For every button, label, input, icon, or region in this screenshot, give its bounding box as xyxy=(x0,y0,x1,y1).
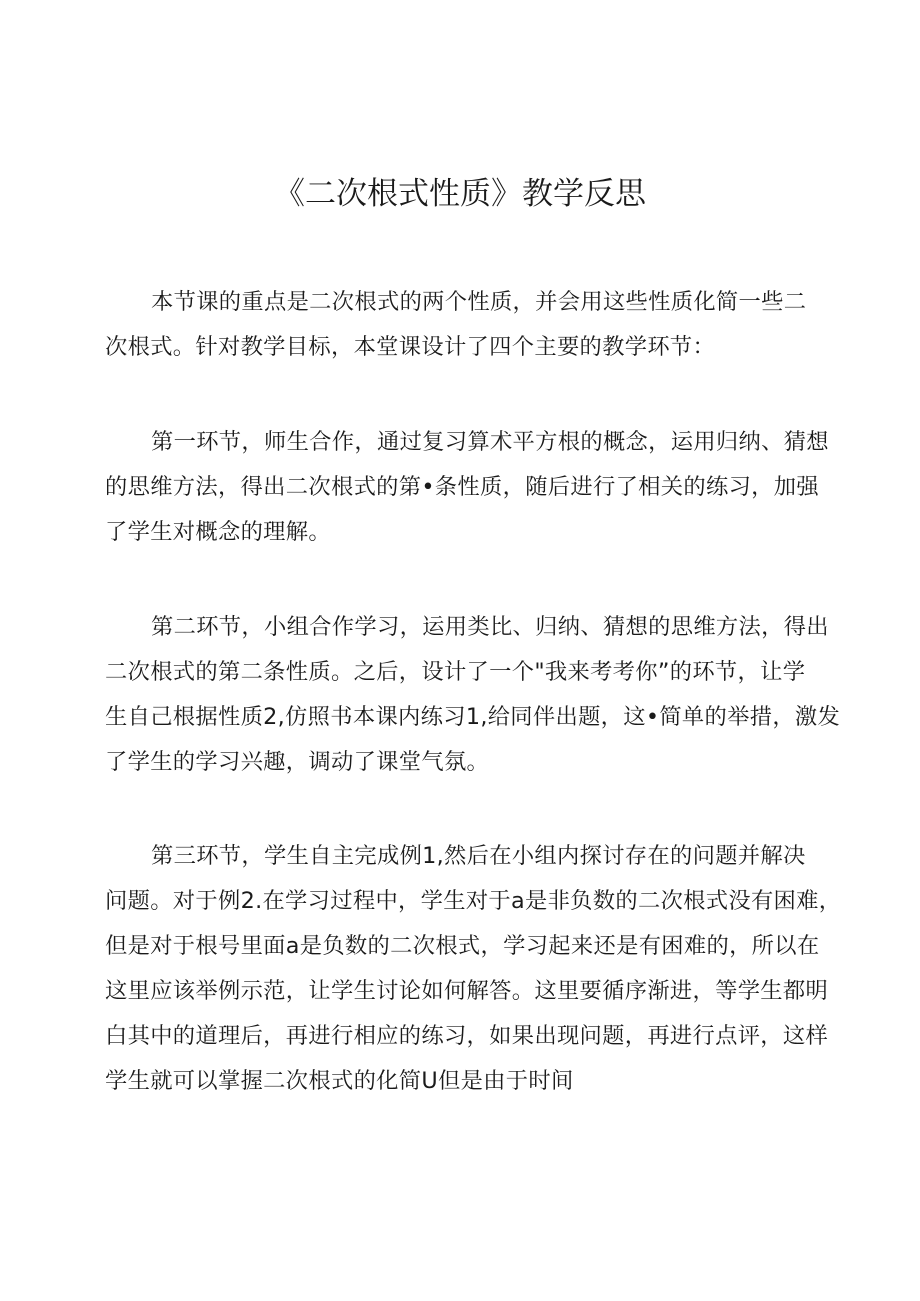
text-line: 问题。对于例2.在学习过程中，学生对于a是非负数的二次根式没有困难， xyxy=(105,888,842,914)
document-title: 《二次根式性质》教学反思 xyxy=(274,176,646,212)
text-line: 学生就可以掌握二次根式的化简U但是由于时间 xyxy=(105,1068,574,1094)
text-line: 但是对于根号里面a是负数的二次根式，学习起来还是有困难的，所以在 xyxy=(105,933,820,959)
text-line: 生自己根据性质2,仿照书本课内练习1,给同伴出题，这•简单的举措，激发 xyxy=(105,704,841,730)
text-line: 这里应该举例示范，让学生讨论如何解答。这里要循序渐进，等学生都明 xyxy=(105,978,829,1004)
text-line: 第三环节，学生自主完成例1,然后在小组内探讨存在的问题并解决 xyxy=(151,843,806,869)
text-line: 本节课的重点是二次根式的两个性质，并会用这些性质化简一些二 xyxy=(151,289,807,315)
text-line: 的思维方法，得出二次根式的第•条性质，随后进行了相关的练习，加强 xyxy=(105,474,819,500)
text-line: 白其中的道理后，再进行相应的练习，如果出现问题，再进行点评，这样 xyxy=(105,1023,829,1049)
paragraph-stage-two xyxy=(105,605,841,785)
text-line: 了学生对概念的理解。 xyxy=(105,519,331,545)
paragraph-intro xyxy=(105,280,825,370)
text-line: 第二环节，小组合作学习，运用类比、归纳、猜想的思维方法，得出 xyxy=(151,614,829,640)
text-line: 二次根式的第二条性质。之后，设计了一个"我来考考你”的环节，让学 xyxy=(105,659,806,685)
paragraph-stage-one xyxy=(105,420,829,555)
paragraph-stage-three xyxy=(105,834,842,1104)
text-line: 第一环节，师生合作，通过复习算术平方根的概念，运用归纳、猜想 xyxy=(151,429,829,455)
text-line: 了学生的学习兴趣，调动了课堂气氛。 xyxy=(105,749,490,775)
text-line: 次根式。针对教学目标，本堂课设计了四个主要的教学环节： xyxy=(105,334,716,360)
